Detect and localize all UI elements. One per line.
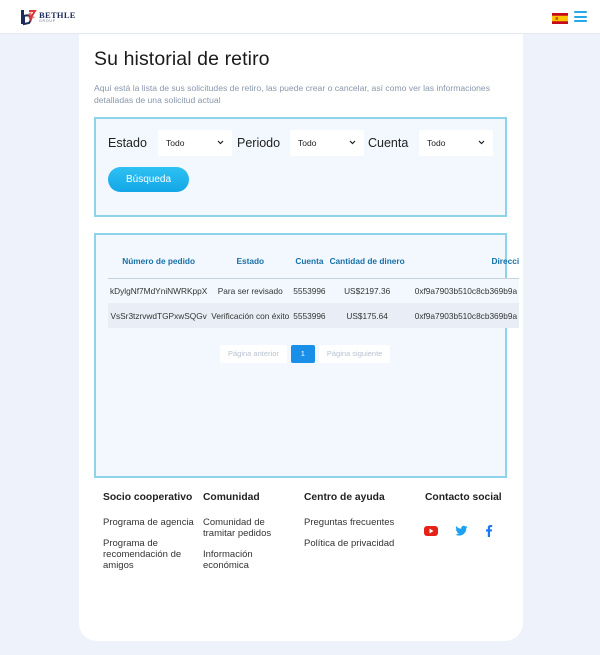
periodo-select-value: Todo xyxy=(298,138,317,148)
page-description: Aquí está la lista de sus solicitudes de retiro, las puede crear o cancelar, así como ver las informaciones detalladas de una solicitud actual xyxy=(94,83,490,105)
footer-column-community xyxy=(203,492,283,581)
footer-column-social xyxy=(425,492,515,506)
pagination xyxy=(220,345,390,363)
periodo-select[interactable] xyxy=(290,130,364,156)
column-header: Número de pedido xyxy=(108,245,209,278)
order-status: Verificación con éxito xyxy=(209,303,291,328)
footer-link-faq[interactable]: Preguntas frecuentes xyxy=(304,517,395,528)
footer-link-referral[interactable]: Programa de recomendación de amigos xyxy=(103,538,182,571)
brand-logo[interactable] xyxy=(19,8,76,26)
estado-select[interactable] xyxy=(158,130,232,156)
order-account: 5553996 xyxy=(291,303,327,328)
footer-column-help xyxy=(304,492,409,559)
facebook-icon[interactable] xyxy=(485,525,493,537)
spain-flag-icon[interactable] xyxy=(552,11,568,22)
footer-link-order-community[interactable]: Comunidad de tramitar pedidos xyxy=(203,517,272,539)
table-row[interactable] xyxy=(108,278,519,303)
cuenta-label: Cuenta xyxy=(368,136,409,150)
footer-heading: Contacto social xyxy=(425,492,502,503)
brand-name: BETHLE xyxy=(39,9,76,20)
order-address: 0xf9a7903b510c8cb369b9a xyxy=(407,278,519,303)
twitter-icon[interactable] xyxy=(455,525,468,537)
order-number: VsSr3tzrvwdTGPxwSQGv xyxy=(108,303,209,328)
search-button[interactable]: Búsqueda xyxy=(108,167,189,192)
order-status: Para ser revisado xyxy=(209,278,291,303)
order-amount: US$2197.36 xyxy=(328,278,407,303)
chevron-down-icon xyxy=(349,139,356,146)
footer-column-partners xyxy=(103,492,198,581)
current-page-button[interactable]: 1 xyxy=(291,345,315,363)
next-page-button[interactable]: Página siguiente xyxy=(319,345,390,363)
table-header-row xyxy=(108,245,519,278)
brand-subtitle: GROUP xyxy=(39,19,56,23)
cuenta-select-value: Todo xyxy=(427,138,446,148)
order-amount: US$175.64 xyxy=(328,303,407,328)
hamburger-menu-icon[interactable] xyxy=(574,11,587,22)
withdrawal-table xyxy=(108,245,519,328)
footer-heading: Comunidad xyxy=(203,492,260,503)
table-row[interactable] xyxy=(108,303,519,328)
social-icons xyxy=(424,525,493,537)
periodo-label: Periodo xyxy=(237,136,281,150)
order-number: kDylgNf7MdYniNWRKppX xyxy=(108,278,209,303)
table-scroll-area[interactable] xyxy=(108,245,520,337)
youtube-icon[interactable] xyxy=(424,525,438,537)
page-title: Su historial de retiro xyxy=(94,48,270,70)
column-header: Cantidad de dinero xyxy=(328,245,407,278)
chevron-down-icon xyxy=(217,139,224,146)
order-address: 0xf9a7903b510c8cb369b9a xyxy=(407,303,519,328)
column-header: Cuenta xyxy=(291,245,327,278)
footer-heading: Socio cooperativo xyxy=(103,492,193,503)
order-account: 5553996 xyxy=(291,278,327,303)
filter-panel xyxy=(94,117,507,217)
footer-link-privacy[interactable]: Política de privacidad xyxy=(304,538,395,549)
footer-heading: Centro de ayuda xyxy=(304,492,385,503)
cuenta-select[interactable] xyxy=(419,130,493,156)
chevron-down-icon xyxy=(478,139,485,146)
footer-link-economic-info[interactable]: Información económica xyxy=(203,549,253,571)
top-bar xyxy=(0,0,600,34)
column-header: Direcci xyxy=(407,245,519,278)
estado-label: Estado xyxy=(108,136,147,150)
estado-select-value: Todo xyxy=(166,138,185,148)
footer-link-agency[interactable]: Programa de agencia xyxy=(103,517,194,528)
prev-page-button[interactable]: Página anterior xyxy=(220,345,287,363)
brand-logo-icon xyxy=(19,8,37,26)
withdrawal-table-panel xyxy=(94,233,520,478)
column-header: Estado xyxy=(209,245,291,278)
